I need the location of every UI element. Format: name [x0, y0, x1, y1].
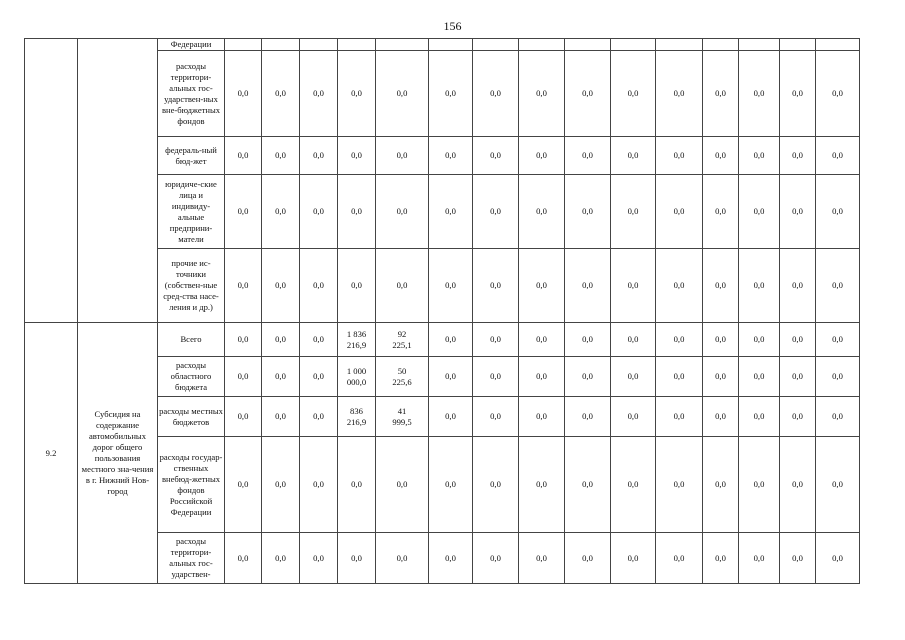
- value-cell: 0,0: [565, 397, 611, 437]
- row-description-cell: Субсидия на содержание автомобильных дорог общего пользования местного зна-чения в г. Нижний Нов-город: [78, 323, 158, 584]
- value-cell: 0,0: [300, 437, 338, 533]
- value-cell: [473, 39, 519, 51]
- value-cell: 0,0: [376, 51, 429, 137]
- budget-table: [24, 38, 860, 584]
- value-cell: 0,0: [519, 437, 565, 533]
- value-cell: 0,0: [816, 437, 860, 533]
- value-cell: 0,0: [780, 533, 816, 584]
- value-cell: 0,0: [429, 323, 473, 357]
- value-cell: 0,0: [565, 175, 611, 249]
- value-cell: 0,0: [703, 357, 739, 397]
- value-cell: 0,0: [739, 249, 780, 323]
- funding-source-cell: расходы государ-ственных внебюд-жетных фондов Российской Федерации: [158, 437, 225, 533]
- value-cell: 0,0: [338, 249, 376, 323]
- value-cell: 0,0: [225, 397, 262, 437]
- value-cell: 0,0: [739, 397, 780, 437]
- funding-source-cell: расходы областного бюджета: [158, 357, 225, 397]
- value-cell: 0,0: [300, 533, 338, 584]
- value-cell: [519, 39, 565, 51]
- value-cell: 0,0: [429, 175, 473, 249]
- value-cell: 0,0: [429, 51, 473, 137]
- value-cell: 0,0: [816, 397, 860, 437]
- value-cell: 0,0: [703, 533, 739, 584]
- value-cell: 0,0: [703, 51, 739, 137]
- value-cell: [611, 39, 656, 51]
- value-cell: 0,0: [473, 323, 519, 357]
- value-cell: 0,0: [376, 533, 429, 584]
- value-cell: 0,0: [565, 137, 611, 175]
- value-cell: 0,0: [225, 323, 262, 357]
- row-code-cell: 9.2: [25, 323, 78, 584]
- value-cell: 0,0: [656, 175, 703, 249]
- value-cell: 0,0: [262, 533, 300, 584]
- value-cell: 0,0: [225, 137, 262, 175]
- value-cell: 0,0: [300, 323, 338, 357]
- value-cell: 0,0: [565, 437, 611, 533]
- value-cell: 0,0: [473, 175, 519, 249]
- value-cell: 0,0: [429, 397, 473, 437]
- value-cell: 0,0: [656, 249, 703, 323]
- value-cell: 0,0: [656, 137, 703, 175]
- value-cell: 0,0: [376, 175, 429, 249]
- value-cell: 0,0: [519, 249, 565, 323]
- value-cell: 92 225,1: [376, 323, 429, 357]
- value-cell: 0,0: [703, 175, 739, 249]
- value-cell: 0,0: [300, 51, 338, 137]
- value-cell: 0,0: [565, 323, 611, 357]
- value-cell: 0,0: [816, 357, 860, 397]
- value-cell: 0,0: [376, 437, 429, 533]
- value-cell: 0,0: [300, 175, 338, 249]
- value-cell: 0,0: [780, 397, 816, 437]
- value-cell: [565, 39, 611, 51]
- value-cell: 0,0: [473, 437, 519, 533]
- value-cell: 0,0: [429, 437, 473, 533]
- value-cell: 0,0: [376, 137, 429, 175]
- value-cell: [656, 39, 703, 51]
- value-cell: [429, 39, 473, 51]
- value-cell: 0,0: [338, 437, 376, 533]
- value-cell: 0,0: [656, 533, 703, 584]
- value-cell: 0,0: [262, 357, 300, 397]
- value-cell: 0,0: [739, 357, 780, 397]
- value-cell: 0,0: [473, 357, 519, 397]
- value-cell: 0,0: [611, 51, 656, 137]
- value-cell: 0,0: [225, 249, 262, 323]
- value-cell: 0,0: [519, 533, 565, 584]
- value-cell: 0,0: [816, 51, 860, 137]
- value-cell: 0,0: [739, 51, 780, 137]
- value-cell: 0,0: [611, 437, 656, 533]
- value-cell: [338, 39, 376, 51]
- value-cell: 0,0: [262, 249, 300, 323]
- value-cell: 1 000 000,0: [338, 357, 376, 397]
- value-cell: [262, 39, 300, 51]
- value-cell: 0,0: [473, 137, 519, 175]
- value-cell: [703, 39, 739, 51]
- value-cell: 0,0: [338, 51, 376, 137]
- funding-source-cell: расходы территори-альных гос-ударствен-ных вне-бюджетных фондов: [158, 51, 225, 137]
- value-cell: 0,0: [739, 137, 780, 175]
- value-cell: 0,0: [519, 51, 565, 137]
- value-cell: 0,0: [703, 397, 739, 437]
- value-cell: 0,0: [656, 437, 703, 533]
- value-cell: 0,0: [225, 437, 262, 533]
- value-cell: 0,0: [429, 249, 473, 323]
- value-cell: 0,0: [429, 137, 473, 175]
- value-cell: 0,0: [656, 357, 703, 397]
- funding-source-cell: федераль-ный бюд-жет: [158, 137, 225, 175]
- value-cell: 0,0: [262, 175, 300, 249]
- value-cell: 1 836 216,9: [338, 323, 376, 357]
- value-cell: 0,0: [816, 137, 860, 175]
- value-cell: 0,0: [300, 249, 338, 323]
- value-cell: 0,0: [656, 323, 703, 357]
- value-cell: 0,0: [376, 249, 429, 323]
- value-cell: [780, 39, 816, 51]
- value-cell: 0,0: [225, 51, 262, 137]
- value-cell: 0,0: [338, 137, 376, 175]
- value-cell: 0,0: [611, 323, 656, 357]
- value-cell: 0,0: [565, 357, 611, 397]
- value-cell: 0,0: [225, 357, 262, 397]
- value-cell: 0,0: [262, 323, 300, 357]
- value-cell: 0,0: [262, 51, 300, 137]
- value-cell: 0,0: [338, 533, 376, 584]
- value-cell: 0,0: [262, 397, 300, 437]
- value-cell: 0,0: [519, 357, 565, 397]
- value-cell: 0,0: [816, 249, 860, 323]
- value-cell: 0,0: [611, 249, 656, 323]
- table-row: [25, 323, 860, 357]
- value-cell: 0,0: [429, 357, 473, 397]
- value-cell: 0,0: [519, 397, 565, 437]
- funding-source-cell: расходы территори-альных гос-ударствен-: [158, 533, 225, 584]
- value-cell: 0,0: [300, 357, 338, 397]
- funding-source-cell: Всего: [158, 323, 225, 357]
- value-cell: 0,0: [225, 533, 262, 584]
- row-description-cell: [78, 39, 158, 323]
- value-cell: 0,0: [519, 175, 565, 249]
- value-cell: 0,0: [656, 397, 703, 437]
- value-cell: 0,0: [739, 175, 780, 249]
- value-cell: 0,0: [611, 397, 656, 437]
- value-cell: 0,0: [300, 397, 338, 437]
- value-cell: 0,0: [611, 533, 656, 584]
- value-cell: [739, 39, 780, 51]
- value-cell: 0,0: [780, 249, 816, 323]
- value-cell: 41 999,5: [376, 397, 429, 437]
- value-cell: 0,0: [780, 51, 816, 137]
- funding-source-cell: расходы местных бюджетов: [158, 397, 225, 437]
- value-cell: 0,0: [816, 533, 860, 584]
- value-cell: 0,0: [225, 175, 262, 249]
- value-cell: 0,0: [473, 51, 519, 137]
- value-cell: 0,0: [703, 437, 739, 533]
- value-cell: 0,0: [780, 323, 816, 357]
- value-cell: 0,0: [816, 175, 860, 249]
- value-cell: 0,0: [473, 533, 519, 584]
- funding-source-cell: прочие ис-точники (собствен-ные сред-ства насе-ления и др.): [158, 249, 225, 323]
- value-cell: 0,0: [519, 137, 565, 175]
- value-cell: 0,0: [262, 437, 300, 533]
- row-code-cell: [25, 39, 78, 323]
- funding-source-cell: юридиче-ские лица и индивиду-альные предприни-матели: [158, 175, 225, 249]
- value-cell: 0,0: [739, 437, 780, 533]
- value-cell: 0,0: [739, 323, 780, 357]
- value-cell: 0,0: [611, 175, 656, 249]
- value-cell: 836 216,9: [338, 397, 376, 437]
- funding-source-cell: Федерации: [158, 39, 225, 51]
- value-cell: 0,0: [703, 249, 739, 323]
- value-cell: 0,0: [519, 323, 565, 357]
- page-number: 156: [443, 19, 462, 33]
- value-cell: 0,0: [429, 533, 473, 584]
- value-cell: 0,0: [703, 137, 739, 175]
- value-cell: 0,0: [565, 249, 611, 323]
- value-cell: 0,0: [739, 533, 780, 584]
- value-cell: 0,0: [338, 175, 376, 249]
- value-cell: 0,0: [780, 137, 816, 175]
- value-cell: 0,0: [816, 323, 860, 357]
- value-cell: 50 225,6: [376, 357, 429, 397]
- table-row: [25, 39, 860, 51]
- value-cell: 0,0: [473, 397, 519, 437]
- value-cell: 0,0: [656, 51, 703, 137]
- value-cell: 0,0: [703, 323, 739, 357]
- value-cell: 0,0: [565, 533, 611, 584]
- value-cell: 0,0: [780, 357, 816, 397]
- value-cell: [300, 39, 338, 51]
- value-cell: [816, 39, 860, 51]
- value-cell: [376, 39, 429, 51]
- value-cell: 0,0: [611, 357, 656, 397]
- value-cell: 0,0: [780, 175, 816, 249]
- value-cell: 0,0: [300, 137, 338, 175]
- value-cell: 0,0: [262, 137, 300, 175]
- value-cell: [225, 39, 262, 51]
- value-cell: 0,0: [473, 249, 519, 323]
- value-cell: 0,0: [780, 437, 816, 533]
- value-cell: 0,0: [565, 51, 611, 137]
- value-cell: 0,0: [611, 137, 656, 175]
